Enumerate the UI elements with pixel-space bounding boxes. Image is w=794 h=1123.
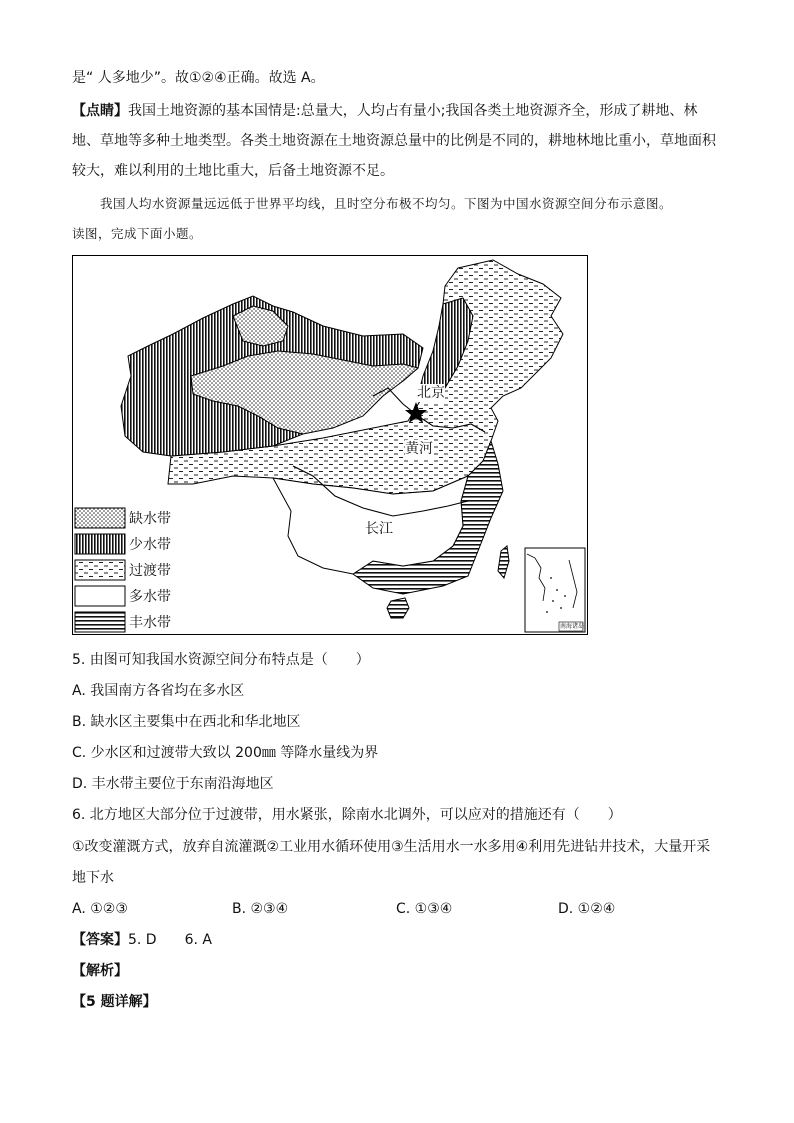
q6-option-a: A. ①②③ — [72, 901, 128, 917]
dianjing-line-1 — [72, 101, 697, 121]
q6-option-d: D. ①②④ — [558, 901, 616, 917]
passage-line-1: 我国人均水资源量远远低于世界平均线，且时空分布极不均匀。下图为中国水资源空间分布示意图。 — [100, 196, 673, 211]
south-china-sea-inset — [525, 548, 585, 632]
legend-swatch-vertical — [75, 534, 125, 554]
answer-text: 5. D 6. A — [128, 932, 212, 948]
legend-label-less: 少水带 — [129, 537, 171, 553]
q5-detail-label: 【5 题详解】 — [72, 994, 157, 1010]
label-inset: 南海诸岛 — [560, 623, 585, 630]
q5-stem: 5. 由图可知我国水资源空间分布特点是（ ） — [72, 652, 370, 668]
answer-line — [72, 930, 212, 950]
legend-label-abundant: 多水带 — [129, 589, 171, 605]
taiwan-island — [498, 546, 509, 578]
label-beijing: 北京 — [417, 385, 445, 401]
intro-line-1: 是“ 人多地少”。故①②④正确。故选 A。 — [72, 70, 325, 86]
q6-stem: 6. 北方地区大部分位于过渡带，用水紧张，除南水北调外，可以应对的措施还有（ ） — [72, 807, 622, 823]
legend-swatch-dashes — [75, 560, 125, 580]
q5-option-b: B. 缺水区主要集中在西北和华北地区 — [72, 714, 301, 730]
q5-option-c: C. 少水区和过渡带大致以 200㎜ 等降水量线为界 — [72, 745, 379, 761]
water-resource-map — [72, 255, 588, 635]
legend-label-transition: 过渡带 — [129, 563, 171, 579]
q6-option-b: B. ②③④ — [232, 901, 289, 917]
q6-option-c: C. ①③④ — [396, 901, 453, 917]
dianjing-label: 【点睛】 — [72, 103, 128, 119]
q5-option-d: D. 丰水带主要位于东南沿海地区 — [72, 776, 274, 792]
dianjing-line-2: 地、草地等多种土地类型。各类土地资源在土地资源总量中的比例是不同的，耕地林地比重小，草地面积 — [72, 133, 716, 149]
label-changjiang: 长江 — [365, 521, 393, 537]
legend-swatch-blank — [75, 586, 125, 606]
passage-line-2: 读图，完成下面小题。 — [72, 226, 203, 241]
dianjing-line-3: 较大，难以利用的土地比重大，后备土地资源不足。 — [72, 163, 394, 179]
legend-label-rich: 丰水带 — [129, 615, 171, 631]
legend-swatch-dots — [75, 508, 125, 528]
analysis-label: 【解析】 — [72, 963, 128, 979]
legend-swatch-horizontal — [75, 612, 125, 632]
q6-line-2: 地下水 — [72, 870, 114, 886]
dianjing-text-1: 我国土地资源的基本国情是:总量大，人均占有量小;我国各类土地资源齐全，形成了耕地、林 — [128, 103, 698, 119]
q6-line-1: ①改变灌溉方式，放弃自流灌溉②工业用水循环使用③生活用水一水多用④利用先进钻井技术，大量开采 — [72, 839, 711, 855]
answer-label: 【答案】 — [72, 932, 128, 948]
legend-label-shortage: 缺水带 — [129, 511, 171, 527]
label-huanghe: 黄河 — [405, 441, 433, 457]
q5-option-a: A. 我国南方各省均在多水区 — [72, 683, 245, 699]
hainan-island — [387, 598, 409, 618]
